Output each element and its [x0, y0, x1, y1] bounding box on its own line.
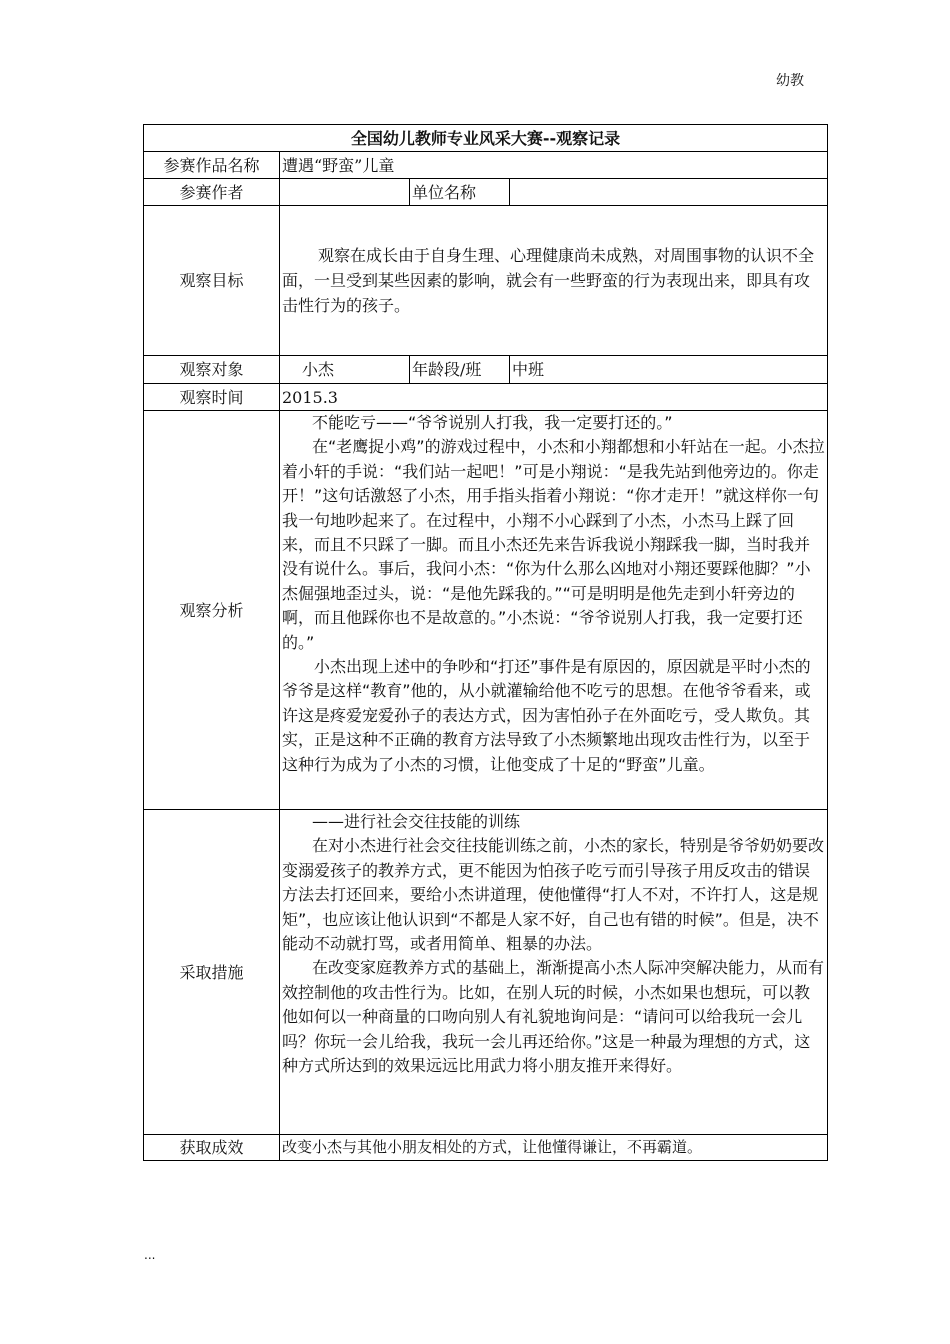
author-value: [280, 179, 410, 206]
subject-label: 观察对象: [144, 356, 280, 384]
analysis-paragraph: 不能吃亏——“爷爷说别人打我，我一定要打还的。”: [312, 413, 673, 432]
time-label: 观察时间: [144, 384, 280, 411]
subject-value: 小杰: [280, 356, 410, 384]
result-value: 改变小杰与其他小朋友相处的方式，让他懂得谦让，不再霸道。: [280, 1135, 828, 1161]
analysis-paragraph: 小杰出现上述中的争吵和“打还”事件是有原因的，原因就是平时小杰的爷爷是这样“教育”他的，从小就灌输给他不吃亏的思想。在他爷爷看来，或许这是疼爱宠爱孙子的表达方式，因为害怕孙子在外面吃亏，受人欺负。其实，正是这种不正确的教育方法导致了小杰频繁地出现攻击性行为，以至于这种行为成为了小杰的习惯，让他变成了十足的“野蛮”儿童。: [282, 657, 811, 774]
measures-paragraph: ——进行社会交往技能的训练: [312, 812, 521, 831]
author-label: 参赛作者: [144, 179, 280, 206]
measures-label: 采取措施: [144, 810, 280, 1135]
goal-label: 观察目标: [144, 206, 280, 356]
age-label: 年龄段/班: [410, 356, 510, 384]
unit-value: [510, 179, 828, 206]
measures-cell: [280, 810, 828, 1135]
goal-cell: [280, 206, 828, 356]
result-label: 获取成效: [144, 1135, 280, 1161]
goal-text: 观察在成长由于自身生理、心理健康尚未成熟，对周围事物的认识不全面，一旦受到某些因素的影响，就会有一些野蛮的行为表现出来，即具有攻击性行为的孩子。: [282, 246, 815, 315]
measures-paragraph: 在对小杰进行社会交往技能训练之前，小杰的家长，特别是爷爷奶奶要改变溺爱孩子的教养方式，更不能因为怕孩子吃亏而引导孩子用反攻击的错误方法去打还回来，要给小杰讲道理，使他懂得“打人不对，不许打人，这是规矩”，也应该让他认识到“不都是人家不好，自己也有错的时候”。但是，决不能动不动就打骂，或者用简单、粗暴的办法。: [282, 836, 825, 954]
time-value: 2015.3: [280, 384, 828, 411]
header-note: 幼教: [776, 73, 804, 89]
observation-record-table: [143, 124, 828, 1161]
table-title: 全国幼儿教师专业风采大赛--观察记录: [144, 125, 828, 152]
analysis-cell: [280, 411, 828, 810]
measures-paragraph: 在改变家庭教养方式的基础上，渐渐提高小杰人际冲突解决能力，从而有效控制他的攻击性行为。比如，在别人玩的时候，小杰如果也想玩，可以教他如何以一种商量的口吻向别人有礼貌地询问是：“请问可以给我玩一会儿吗？你玩一会儿给我，我玩一会儿再还给你。”这是一种最为理想的方式，这种方式所达到的效果远远比用武力将小朋友推开来得好。: [282, 958, 825, 1076]
work-name-label: 参赛作品名称: [144, 152, 280, 179]
unit-label: 单位名称: [410, 179, 510, 206]
footer-dots: ...: [144, 1248, 156, 1262]
age-value: 中班: [510, 356, 828, 384]
work-name-value: 遭遇“野蛮”儿童: [280, 152, 828, 179]
analysis-paragraph: 在“老鹰捉小鸡”的游戏过程中，小杰和小翔都想和小轩站在一起。小杰拉着小轩的手说：“我们站一起吧！”可是小翔说：“是我先站到他旁边的。你走开！”这句话激怒了小杰，用手指头指着小翔说：“你才走开！”就这样你一句我一句地吵起来了。在过程中，小翔不小心踩到了小杰，小杰马上踩了回来，而且不只踩了一脚。而且小杰还先来告诉我说小翔踩我一脚，当时我并没有说什么。事后，我问小杰：“你为什么那么凶地对小翔还要踩他脚？”小杰倔强地歪过头，说：“是他先踩我的。”“可是明明是他先走到小轩旁边的啊，而且他踩你也不是故意的。”小杰说：“爷爷说别人打我，我一定要打还的。”: [282, 437, 825, 652]
analysis-label: 观察分析: [144, 411, 280, 810]
